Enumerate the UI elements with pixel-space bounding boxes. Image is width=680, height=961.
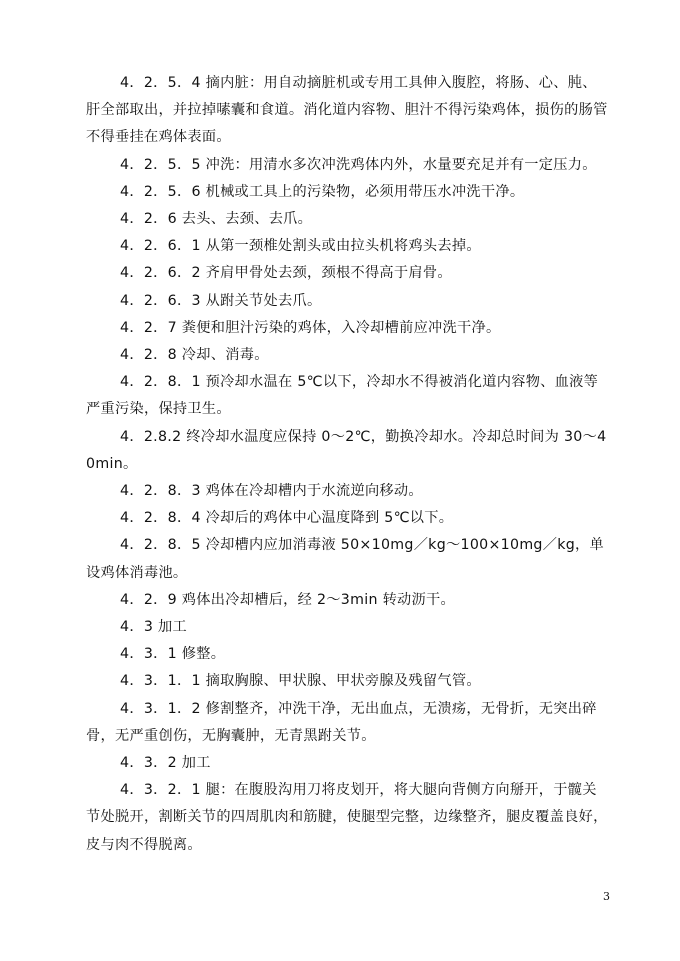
paragraph-4-2-8-1: 4．2．8．1 预冷却水温在 5℃以下，冷却水不得被消化道内容物、血液等严重污染，保持卫生。 bbox=[86, 374, 599, 418]
paragraph-4-2-5-4: 4．2．5．4 摘内脏：用自动摘脏机或专用工具伸入腹腔，将肠、心、肫、肝全部取出，并拉掉嗉囊和食道。消化道内容物、胆汁不得污染鸡体，损伤的肠管不得垂挂在鸡体表面。 bbox=[86, 75, 608, 146]
body-text bbox=[86, 70, 608, 859]
paragraph-4-2-7: 4．2．7 粪便和胆汁污染的鸡体，入冷却槽前应冲洗干净。 bbox=[120, 319, 501, 336]
paragraph-4-2-9: 4．2．9 鸡体出冷却槽后，经 2～3min 转动沥干。 bbox=[120, 591, 456, 608]
paragraph-4-2-6-2: 4．2．6．2 齐肩甲骨处去颈，颈根不得高于肩骨。 bbox=[120, 265, 452, 282]
paragraph-4-2-8-5: 4．2．8．5 冷却槽内应加消毒液 50×10mg／kg～100×10mg／kg，单设鸡体消毒池。 bbox=[86, 537, 605, 581]
paragraph-4-3: 4．3 加工 bbox=[120, 619, 187, 636]
paragraph-4-3-1: 4．3．1 修整。 bbox=[120, 646, 226, 663]
paragraph-4-3-2-1: 4．3．2．1 腿：在腹股沟用刀将皮划开，将大腿向背侧方向掰开，于髋关节处脱开，割断关节的四周肌肉和筋腱，使腿型完整，边缘整齐，腿皮覆盖良好，皮与肉不得脱离。 bbox=[86, 782, 608, 853]
paragraph-4-2-8: 4．2．8 冷却、消毒。 bbox=[120, 347, 269, 364]
paragraph-4-3-1-1: 4．3．1．1 摘取胸腺、甲状腺、甲状旁腺及残留气管。 bbox=[120, 673, 481, 690]
paragraph-4-2-5-5: 4．2．5．5 冲洗：用清水多次冲洗鸡体内外，水量要充足并有一定压力。 bbox=[120, 156, 597, 173]
paragraph-4-3-2: 4．3．2 加工 bbox=[120, 755, 211, 772]
paragraph-4-2-8-2: 4．2.8.2 终冷却水温度应保持 0～2℃，勤换冷却水。冷却总时间为 30～40min。 bbox=[86, 428, 607, 472]
paragraph-4-2-5-6: 4．2．5．6 机械或工具上的污染物，必须用带压水冲洗干净。 bbox=[120, 183, 525, 200]
paragraph-4-2-6-1: 4．2．6．1 从第一颈椎处割头或由拉头机将鸡头去掉。 bbox=[120, 238, 481, 255]
paragraph-4-2-8-4: 4．2．8．4 冷却后的鸡体中心温度降到 5℃以下。 bbox=[120, 510, 454, 527]
paragraph-4-2-6: 4．2．6 去头、去颈、去爪。 bbox=[120, 211, 313, 228]
paragraph-4-2-6-3: 4．2．6．3 从跗关节处去爪。 bbox=[120, 292, 322, 309]
paragraph-4-2-8-3: 4．2．8．3 鸡体在冷却槽内于水流逆向移动。 bbox=[120, 483, 423, 500]
page-number: 3 bbox=[603, 890, 610, 903]
paragraph-4-3-1-2: 4．3．1．2 修割整齐，冲洗干净，无出血点，无溃疡，无骨折，无突出碎骨，无严重创伤，无胸囊肿，无青黑跗关节。 bbox=[86, 700, 597, 744]
